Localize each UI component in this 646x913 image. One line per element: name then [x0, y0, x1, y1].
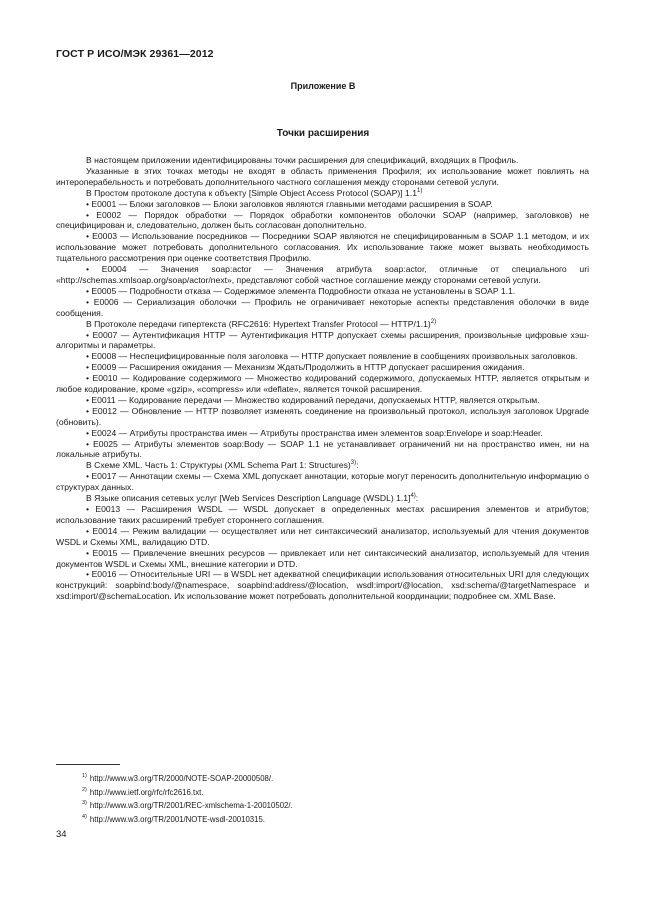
paragraph: В настоящем приложении идентифицированы точки расширения для спецификаций, входящих в Профиль.	[86, 155, 519, 165]
footnote-ref: 4)	[410, 493, 416, 500]
paragraph: • E0024 — Атрибуты пространства имен — Атрибуты пространства имен элементов soap:Envelope и soap:Header.	[86, 427, 543, 438]
footnote: $^{1)}$ http://www.w3.org/TR/2000/NOTE-SOAP-20000508/.	[82, 773, 274, 783]
paragraph: • E0004 — Значения soap:actor — Значения атрибута soap:actor, отличные от специального uri «http://schemas.xmlsoap.org/soap/actor/next», представляют собой частное соглашение между сторонами сетевой услуги.	[56, 264, 589, 285]
paragraph: • E0005 — Подробности отказа — Содержимое элемента Подробности отказа не установлены в SOAP 1.1.	[86, 285, 516, 296]
section-title: Точки расширения	[276, 128, 370, 139]
footnote: $^{4)}$ http://www.w3.org/TR/2001/NOTE-wsdl-20010315.	[82, 813, 265, 824]
appendix-label: Приложение В	[290, 81, 356, 91]
paragraph: • E0016 — Относительные URI — в WSDL нет адекватной спецификации использования относительных URI для следующих конструкций: soapbind:body/@namespace, soapbind:address/@location, wsdl:import/@location, xsd:schema/@targetNamespace и xsd:import/@schemaLocation. Их использование может потребовать дополнительной координации; подробнее см. XML Base.	[56, 569, 589, 602]
standard-header: ГОСТ Р ИСО/МЭК 29361—2012	[56, 48, 214, 60]
paragraph: • E0006 — Сериализация оболочки — Профиль не ограничивает некоторые аспекты представления оболочки в виде сообщения.	[56, 296, 589, 318]
paragraph: В Языке описания сетевых услуг [Web Services Description Language (WSDL) 1.1]$^{4)}$:	[86, 493, 419, 504]
footnotes	[82, 772, 293, 826]
paragraph: • E0003 — Использование посредников — Посредники SOAP являются не специфицированным в SOAP 1.1 методом, и их использование может потребовать дополнительного согласования. Их использование также может вызвать необходимость тщательного рассмотрения при оценке соответствия Профилю.	[56, 231, 589, 264]
paragraph: • E0010 — Кодирование содержимого — Множество кодирований содержимого, допускаемых HTTP, является открытым и любое кодирование, кроме «gzip», «compress» или «deflate», является точкой расширения.	[56, 373, 589, 395]
paragraph: • E0002 — Порядок обработки — Порядок обработки компонентов оболочки SOAP (например, заголовков) не специфицирован и, следовательно, должен быть согласован дополнительно.	[56, 209, 589, 231]
paragraph: • E0007 — Аутентификация HTTP — Аутентификация HTTP допускает схемы расширения, произвольные цифровые хэш-алгоритмы и параметры.	[56, 329, 589, 351]
paragraph: • E0017 — Аннотации схемы — Схема XML допускает аннотации, которые могут переносить дополнительную информацию о структурах данных.	[56, 471, 589, 493]
paragraph: • E0011 — Кодирование передачи — Множество кодирований передачи, допускаемых HTTP, является открытым.	[86, 394, 540, 405]
paragraph: • E0013 — Расширения WSDL — WSDL допускает в определенных местах расширения элементов и атрибутов; использование таких расширений требует стороннего соглашения.	[56, 504, 589, 525]
paragraph: Указанные в этих точках методы не входят в область применения Профиля; их использование может повлиять на интероперабельность и потребовать дополнительного частного соглашения между сторонами сетевой услуги.	[56, 165, 589, 187]
paragraph: В Простом протоколе доступа к объекту [Simple Object Access Protocol (SOAP)] 1.1$^{1)}$	[86, 187, 423, 198]
footnote: $^{3)}$ http://www.w3.org/TR/2001/REC-xmlschema-1-20010502/.	[82, 800, 293, 810]
footnote: $^{2)}$ http://www.ietf.org/rfc/rfc2616.txt.	[82, 786, 204, 797]
paragraph: • E0001 — Блоки заголовков — Блоки заголовков являются главными методами расширения в SOAP.	[86, 198, 493, 209]
footnote-divider	[56, 764, 120, 765]
footnote-ref: 1)	[417, 187, 423, 194]
paragraph: • E0015 — Привлечение внешних ресурсов — привлекает или нет синтаксический анализатор, используемый для чтения документов WSDL и Схемы XML, внешние категории и DTD.	[56, 547, 589, 569]
footnote-ref: 3)	[350, 460, 357, 467]
page-number: 34	[56, 829, 67, 840]
body-text	[56, 155, 589, 602]
paragraph: • E0025 — Атрибуты элементов soap:Body — SOAP 1.1 не устанавливает ограничений ни на пространство имен, ни на локальные атрибуты.	[56, 438, 589, 460]
footnote-ref: 2)	[430, 318, 437, 325]
paragraph: В Схеме XML. Часть 1: Структуры (XML Schema Part 1: Structures)$^{3)}$:	[86, 460, 359, 471]
paragraph: • E0009 — Расширения ожидания — Механизм Ждать/Продолжить в HTTP допускает расширения ожидания.	[86, 362, 525, 373]
paragraph: • E0014 — Режим валидации — осуществляет или нет синтаксический анализатор, используемый для чтения документов WSDL и Схемы XML, валидацию DTD.	[56, 525, 589, 547]
paragraph: • E0012 — Обновление — HTTP позволяет изменять соединение на произвольный протокол, используя заголовок Upgrade (обновить).	[56, 405, 589, 427]
paragraph: • E0008 — Неспецифицированные поля заголовка — HTTP допускает появление в сообщениях произвольных заголовков.	[86, 351, 578, 362]
paragraph: В Протоколе передачи гипертекста (RFC2616: Hypertext Transfer Protocol — HTTP/1.1)$^{2)}$	[86, 318, 437, 329]
